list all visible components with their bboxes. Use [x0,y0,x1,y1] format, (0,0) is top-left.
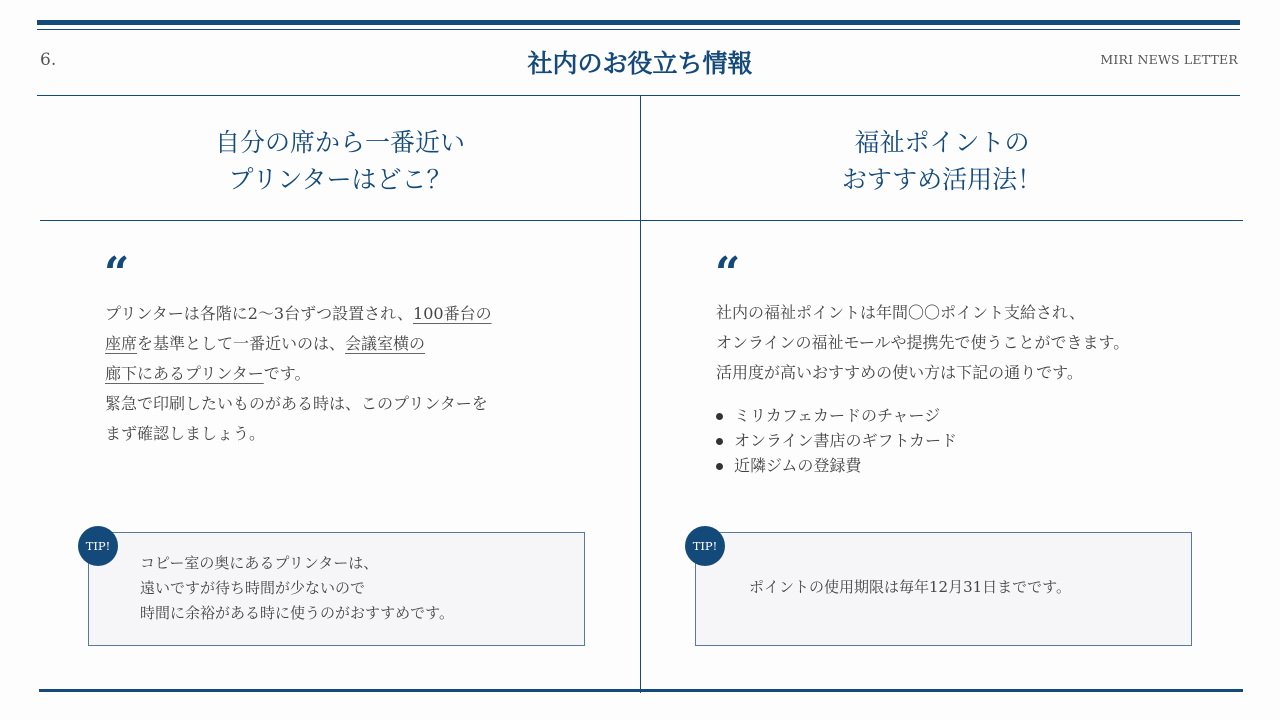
tip-badge: TIP! [685,526,725,566]
text: 活用度が高いおすすめの使い方は下記の通りです。 [716,363,1083,382]
recommendation-list [716,403,957,478]
underlined-text: 座席 [105,334,138,353]
text: を基準として一番近いのは、 [137,334,346,353]
left-body-text [105,299,492,449]
tip-line: 遠いですが待ち時間が少ないので [140,579,366,597]
list-item: 近隣ジムの登録費 [716,453,957,478]
bottom-rule [39,689,1243,692]
page-number: 6. [40,50,57,70]
subheading-divider [40,220,1243,221]
top-rule-thick [37,20,1240,25]
newsletter-brand: MIRI NEWS LETTER [1100,52,1238,67]
text: まず確認しましょう。 [105,424,266,443]
text: プリンターは各階に2〜3台ずつ設置され、 [105,304,414,323]
tip-line: 時間に余裕がある時に使うのがおすすめです。 [140,604,454,622]
text: オンラインの福祉モールや提携先で使うことができます。 [716,333,1130,352]
heading-line: おすすめ活用法！ [841,165,1043,194]
right-column-heading [642,124,1242,198]
list-item: ミリカフェカードのチャージ [716,403,957,428]
text: 社内の福祉ポイントは年間〇〇ポイント支給され、 [716,303,1085,322]
right-body-text [716,298,1129,388]
list-item: オンライン書店のギフトカード [716,428,957,453]
text: 緊急で印刷したいものがある時は、このプリンターを [105,394,488,413]
tip-badge: TIP! [78,526,118,566]
top-rule-thin [37,29,1240,30]
right-tip-text: ポイントの使用期限は毎年12月31日までです。 [749,578,1071,596]
column-divider [640,95,641,693]
heading-line: 自分の席から一番近い [214,128,465,157]
left-tip-text [140,551,454,626]
heading-line: プリンターはどこ？ [228,165,452,194]
quote-icon: “ [104,248,130,299]
quote-icon: “ [715,248,741,299]
underlined-text: 会議室横の [345,334,426,353]
text: です。 [263,364,311,383]
tip-line: コピー室の奥にあるプリンターは、 [140,554,379,572]
left-column-heading [40,124,640,198]
underlined-text: 廊下にあるプリンター [105,364,264,383]
page-title: 社内のお役立ち情報 [527,49,753,78]
heading-line: 福祉ポイントの [854,128,1030,157]
header-divider [37,95,1240,96]
underlined-text: 100番台の [413,304,492,323]
